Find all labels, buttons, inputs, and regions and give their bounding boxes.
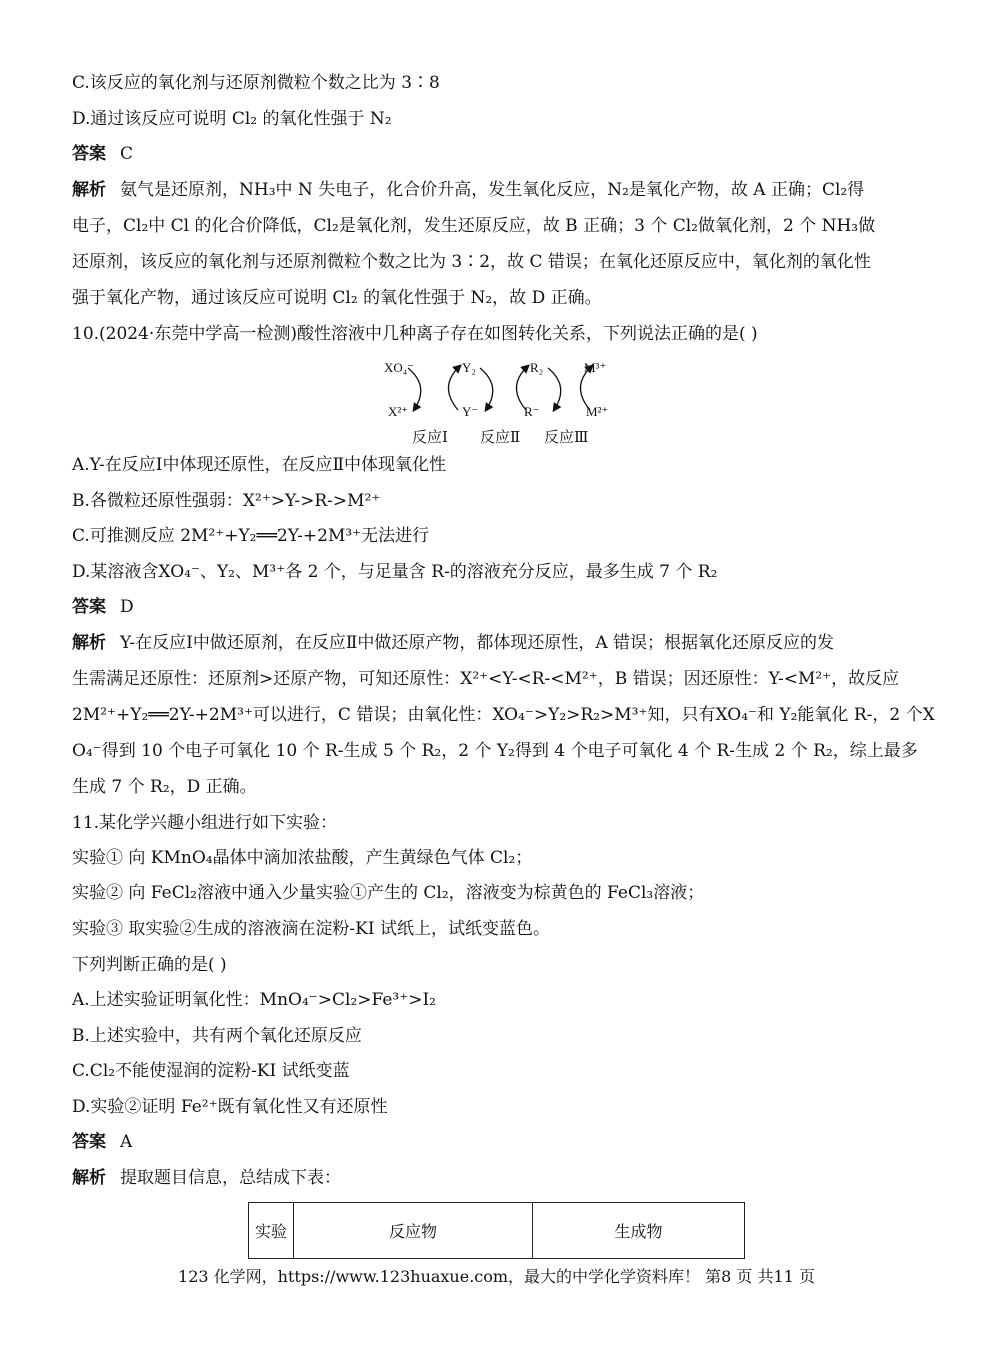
- q11-experiment-1: 实验① 向 KMnO₄晶体中滴加浓盐酸，产生黄绿色气体 Cl₂；: [72, 848, 533, 868]
- q10-stem: 10.(2024·东莞中学高一检测)酸性溶液中几种离子存在如图转化关系，下列说法正确的是( ): [72, 324, 758, 344]
- species-r-minus: R⁻: [524, 404, 540, 419]
- table-header-row: [249, 1203, 745, 1259]
- q11-answer: [72, 1131, 132, 1153]
- q9-analysis-line-2: 电子，Cl₂中 Cl 的化合价降低，Cl₂是氧化剂，发生还原反应，故 B 正确；3 个 Cl₂做氧化剂，2 个 NH₃做: [72, 216, 876, 236]
- species-x2: X²⁺: [388, 404, 409, 419]
- answer-value: A: [120, 1132, 133, 1152]
- q11-experiment-2: 实验② 向 FeCl₂溶液中通入少量实验①产生的 Cl₂，溶液变为棕黄色的 FeCl₃溶液；: [72, 883, 705, 903]
- species-m2: M²⁺: [586, 404, 609, 419]
- species-y-minus: Y⁻: [462, 404, 479, 419]
- page-footer: 123 化学网，https://www.123huaxue.com，最大的中学化学资料库！ 第8 页 共11 页: [178, 1267, 815, 1286]
- arrow-1b: [448, 366, 460, 410]
- analysis-label: 解析: [72, 1168, 106, 1188]
- answer-value: D: [120, 597, 134, 617]
- q10-option-b: B.各微粒还原性强弱：X²⁺>Y->R->M²⁺: [72, 491, 381, 511]
- arrow-2a: [480, 368, 493, 410]
- q9-analysis-line-1: [72, 179, 864, 201]
- q11-analysis: [72, 1167, 341, 1189]
- arrow-3a: [548, 368, 561, 410]
- q10-analysis-line-4: O₄⁻得到 10 个电子可氧化 10 个 R-生成 5 个 R₂，2 个 Y₂得到 4 个电子可氧化 4 个 R-生成 2 个 R₂，综上最多: [72, 741, 918, 761]
- q11-option-b: B.上述实验中，共有两个氧化还原反应: [72, 1026, 362, 1046]
- answer-label: 答案: [72, 144, 106, 164]
- analysis-label: 解析: [72, 633, 106, 653]
- reaction-1-label: 反应Ⅰ: [412, 428, 448, 446]
- species-r2: R₂: [530, 360, 544, 375]
- q10-analysis-line-1: [72, 632, 834, 654]
- analysis-text: 提取题目信息，总结成下表：: [120, 1168, 341, 1188]
- q11-question: 下列判断正确的是( ): [72, 955, 227, 975]
- q10-analysis-line-3: 2M²⁺+Y₂══2Y-+2M³⁺可以进行，C 错误；由氧化性：XO₄⁻>Y₂>R₂>M³⁺知，只有XO₄⁻和 Y₂能氧化 R-，2 个X: [72, 705, 935, 725]
- q9-answer: [72, 143, 133, 165]
- answer-value: C: [120, 144, 134, 164]
- q10-answer: [72, 596, 134, 618]
- analysis-label: 解析: [72, 180, 106, 200]
- q10-option-a: A.Y-在反应Ⅰ中体现还原性，在反应Ⅱ中体现氧化性: [72, 455, 447, 475]
- table-header-products: 生成物: [533, 1203, 745, 1259]
- answer-label: 答案: [72, 597, 106, 617]
- analysis-text: 氨气是还原剂，NH₃中 N 失电子，化合价升高，发生氧化反应，N₂是氧化产物，故 A 正确；Cl₂得: [120, 180, 865, 200]
- q11-experiment-3: 实验③ 取实验②生成的溶液滴在淀粉-KI 试纸上，试纸变蓝色。: [72, 919, 550, 939]
- table-header-experiment: 实验: [249, 1203, 294, 1259]
- q10-option-c: C.可推测反应 2M²⁺+Y₂══2Y-+2M³⁺无法进行: [72, 526, 430, 546]
- q9-option-c: C.该反应的氧化剂与还原剂微粒个数之比为 3∶8: [72, 73, 440, 93]
- analysis-text: Y-在反应Ⅰ中做还原剂，在反应Ⅱ中做还原产物，都体现还原性，A 错误；根据氧化还原反应的发: [120, 633, 835, 653]
- species-y2: Y₂: [462, 360, 476, 375]
- reaction-diagram: [378, 356, 618, 446]
- q9-analysis-line-3: 还原剂，该反应的氧化剂与还原剂微粒个数之比为 3∶2，故 C 错误；在氧化还原反应中，氧化剂的氧化性: [72, 252, 871, 272]
- reaction-2-label: 反应Ⅱ: [480, 428, 521, 446]
- q9-analysis-line-4: 强于氧化产物，通过该反应可说明 Cl₂ 的氧化性强于 N₂，故 D 正确。: [72, 288, 602, 308]
- answer-label: 答案: [72, 1132, 106, 1152]
- q11-stem: 11.某化学兴趣小组进行如下实验：: [72, 813, 338, 833]
- species-m3: M³⁺: [584, 360, 607, 375]
- reaction-3-label: 反应Ⅲ: [544, 428, 589, 446]
- species-xo4: XO₄⁻: [384, 360, 415, 375]
- q11-option-d: D.实验②证明 Fe²⁺既有氧化性又有还原性: [72, 1097, 388, 1117]
- table-header-reactants: 反应物: [294, 1203, 533, 1259]
- q11-option-c: C.Cl₂不能使湿润的淀粉-KI 试纸变蓝: [72, 1061, 350, 1081]
- q10-option-d: D.某溶液含XO₄⁻、Y₂、M³⁺各 2 个，与足量含 R-的溶液充分反应，最多生成 7 个 R₂: [72, 562, 718, 582]
- q10-analysis-line-2: 生需满足还原性：还原剂>还原产物，可知还原性：X²⁺<Y-<R-<M²⁺，B 错误；因还原性：Y-<M²⁺，故反应: [72, 669, 900, 689]
- q11-option-a: A.上述实验证明氧化性：MnO₄⁻>Cl₂>Fe³⁺>I₂: [72, 990, 436, 1010]
- q9-option-d: D.通过该反应可说明 Cl₂ 的氧化性强于 N₂: [72, 109, 392, 129]
- q10-analysis-line-5: 生成 7 个 R₂，D 正确。: [72, 777, 257, 797]
- summary-table: [248, 1202, 745, 1259]
